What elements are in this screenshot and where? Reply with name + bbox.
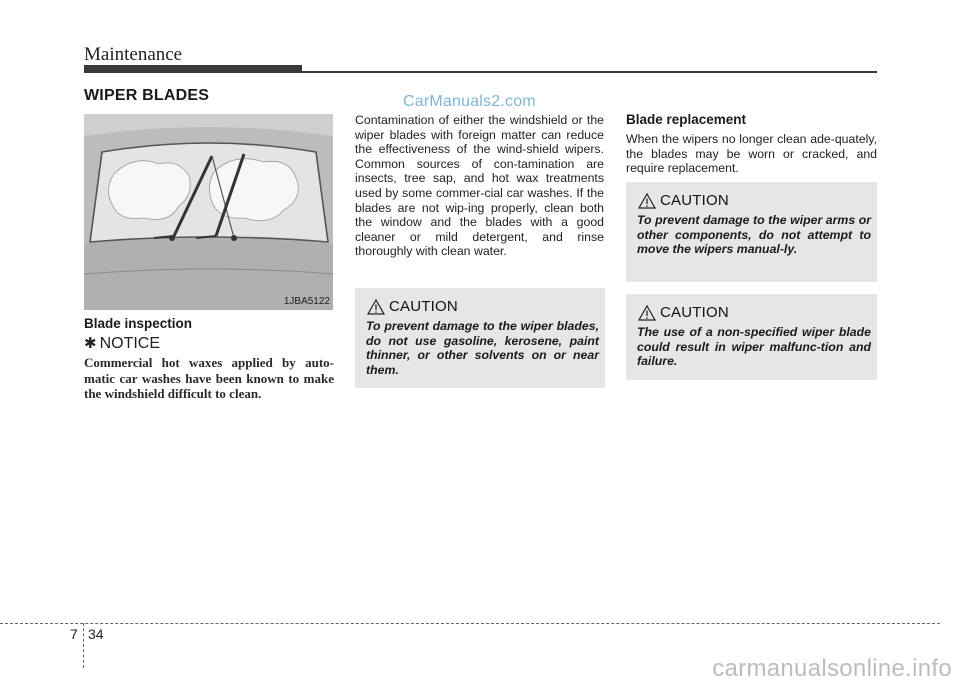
footer-rule bbox=[0, 623, 940, 624]
watermark-link[interactable]: CarManuals2.com bbox=[403, 93, 536, 110]
caution-heading bbox=[638, 192, 729, 209]
replacement-text: When the wipers no longer clean ade-quately, the blades may be worn or cracked, and require replacement. bbox=[626, 132, 877, 176]
warning-triangle-icon bbox=[638, 305, 656, 321]
caution-text: To prevent damage to the wiper blades, do not use gasoline, kerosene, paint thinner, or other solvents on or near them. bbox=[366, 319, 599, 377]
header-rule bbox=[84, 71, 877, 73]
contamination-text: Contamination of either the windshield or the wiper blades with foreign matter can reduce the effectiveness of the wind-shield wipers. Common sources of con-tamination are insects, tree sap, and hot wax treatments used by some commer-cial car washes. If the blades are not wip-ing properly, clean both the window and the blades with a good cleaner or mild detergent, and rinse thoroughly with clean water. bbox=[355, 113, 604, 259]
caution-text: To prevent damage to the wiper arms or other components, do not attempt to move the wipers manual-ly. bbox=[637, 213, 871, 256]
notice-heading bbox=[84, 334, 160, 353]
caution-text: The use of a non-specified wiper blade could result in wiper malfunc-tion and failure. bbox=[637, 325, 871, 368]
footer-divider bbox=[83, 623, 84, 668]
caution-heading bbox=[367, 298, 458, 315]
notice-star-icon: ✱ bbox=[84, 335, 97, 352]
windshield-illustration bbox=[84, 114, 333, 310]
caution-heading bbox=[638, 304, 729, 321]
caution-label: CAUTION bbox=[389, 298, 458, 315]
warning-triangle-icon bbox=[638, 193, 656, 209]
caution-box-non-specified bbox=[626, 294, 877, 380]
notice-body: Commercial hot waxes applied by auto-matic car washes have been known to make the windshield difficult to clean. bbox=[84, 355, 334, 401]
warning-triangle-icon bbox=[367, 299, 385, 315]
blade-replacement-title: Blade replacement bbox=[626, 112, 747, 127]
notice-label: NOTICE bbox=[99, 335, 161, 352]
figure-code: 1JBA5122 bbox=[283, 296, 330, 307]
caution-box-solvents bbox=[355, 288, 605, 388]
windshield-wiper-icon bbox=[84, 114, 333, 310]
page-header-title: Maintenance bbox=[84, 44, 183, 65]
site-watermark-link[interactable]: carmanualsonline.info bbox=[712, 655, 952, 682]
caution-label: CAUTION bbox=[660, 304, 729, 321]
section-title: WIPER BLADES bbox=[84, 87, 210, 104]
chapter-number: 7 bbox=[70, 626, 78, 642]
caution-label: CAUTION bbox=[660, 192, 729, 209]
blade-inspection-title: Blade inspection bbox=[84, 316, 193, 331]
page-number: 34 bbox=[88, 626, 104, 642]
caution-box-wiper-arms bbox=[626, 182, 877, 282]
